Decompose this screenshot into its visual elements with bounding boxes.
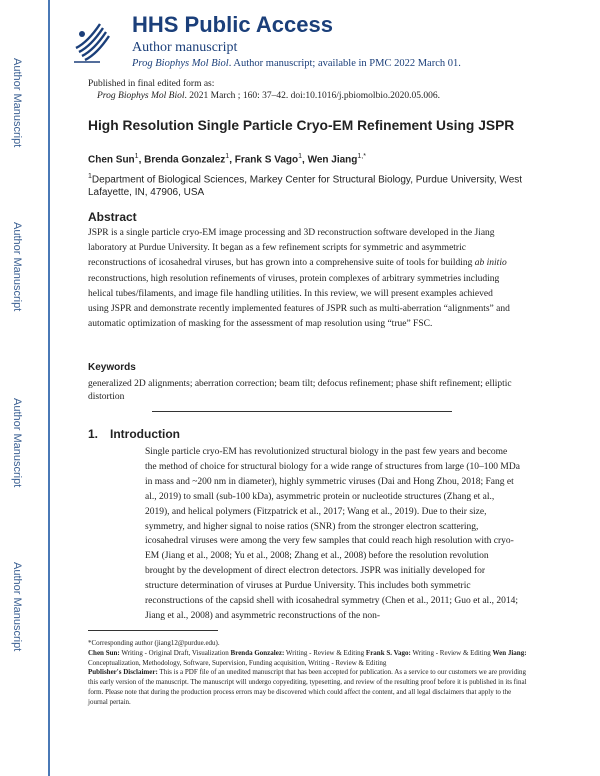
footnotes: [88, 638, 528, 668]
keywords-heading: Keywords: [88, 362, 136, 373]
published-label: Published in final edited form as:: [88, 79, 215, 89]
author-manuscript-label: Author Manuscript: [11, 222, 23, 312]
sidebar: [0, 0, 48, 776]
author-manuscript-label: Author Manuscript: [11, 398, 23, 488]
doi-citation[interactable]: . 2021 March ; 160: 37–42. doi:10.1016/j.pbiomolbio.2020.05.006.: [184, 91, 440, 101]
keywords-text: generalized 2D alignments; aberration correction; beam tilt; defocus refinement; phase shift refinement; elliptic distortion: [88, 379, 512, 402]
abstract-heading: Abstract: [88, 210, 137, 224]
author-manuscript-label: Author Manuscript: [11, 58, 23, 148]
journal-abbrev: Prog Biophys Mol Biol: [97, 91, 185, 101]
affiliation: $^1$Department of Biological Sciences, Markey Center for Structural Biology, Purdue University, West Lafayette, IN, 47906, USA: [88, 173, 523, 199]
hhs-eagle-logo-icon: [70, 18, 112, 64]
journal-abbrev: Prog Biophys Mol Biol: [132, 58, 229, 69]
section-divider: [152, 411, 452, 412]
citation-line: [97, 91, 440, 101]
sidebar-rule: [48, 0, 50, 776]
author-manuscript-subtitle: Author manuscript: [132, 40, 238, 55]
author-name: Frank S Vago: [234, 154, 299, 166]
introduction-heading: 1. Introduction: [88, 427, 180, 441]
publisher-disclaimer: Publisher's Disclaimer: This is a PDF file of an unedited manuscript that has been accepted for publication. As a service to our customers we are providing this early version of the manuscript. The manuscript will undergo copyediting, typesetting, and review of the resulting proof before it is published in its final form. Please note that during the production process errors may be discovered which could affect the content, and all legal disclaimers that apply to the journal pertain.: [88, 668, 527, 706]
author-manuscript-label: Author Manuscript: [11, 562, 23, 652]
author-contributions: Chen Sun: Writing - Original Draft, Visualization Brenda Gonzalez: Writing - Review & Editing Frank S. Vago: Writing - Review & Editing Wen Jiang: Conceptualization, Methodology, Software, Supervision, Funding acquisition, Writing - Review & Editing: [88, 649, 527, 667]
hhs-public-access-brand: HHS Public Access: [132, 12, 333, 37]
corresponding-author: *Corresponding author (jiang12@purdue.edu).: [88, 639, 220, 647]
abstract-text: JSPR is a single particle cryo-EM image processing and 3D reconstruction software developed in the Jiang laboratory at Purdue University. It began as a few refinement scripts for symmetric and asymmetric reconstructions of icosahedral viruses, but has grown into a comprehensive suite of tools for building ab initio reconstructions, high resolution refinements of viruses, protein complexes of arbitrary symmetries including helical tubes/filaments, and image file handling utilities. In this review, we will present examples achieved using JSPR and demonstrate recently implemented features of JSPR such as multi-aberration “alignments” and automatic optimization of masking for the assessment of map resolution using “true” FSC.: [88, 228, 510, 330]
footnote-divider: [88, 630, 218, 631]
availability-line: Prog Biophys Mol Biol. Author manuscript; available in PMC 2022 March 01.: [132, 58, 461, 69]
author-name: Brenda Gonzalez: [144, 154, 226, 166]
introduction-text: Single particle cryo-EM has revolutionized structural biology in the past few years and become the method of choice for structural biology for a wide range of structures from large (10–100 MDa in mass and ~200 nm in diameter), highly symmetric viruses (Dai and Hong Zhou, 2018; Fang et al., 2019) to small (sub-100 kDa), asymmetric protein or nucleotide structures (Zhang et al., 2019), and helical polymers (Fitzpatrick et al., 2017; Wang et al., 2019). Due to their size, symmetry, and higher signal to noise ratios (SNR) from the stronger electron scattering, icosahedral viruses were among the very few samples that could reach high resolution with cryo-EM (Jiang et al., 2008; Yu et al., 2008; Zhang et al., 2008) before the resolution revolution brought by the development of direct electron detectors. JSPR was initially developed for structure determination of viruses at Purdue University. This includes both symmetric reconstructions of the capsid shell with icosahedral symmetry (Chen et al., 2011; Guo et al., 2014; Jiang et al., 2008) and asymmetric reconstructions of the non-: [145, 447, 520, 621]
author-list: Chen Sun$^1$, Brenda Gonzalez$^1$, Frank S Vago$^1$, Wen Jiang$^{1,*}$: [88, 153, 366, 166]
author-name: Chen Sun: [88, 154, 135, 166]
author-name: Wen Jiang: [307, 154, 358, 166]
article-title: High Resolution Single Particle Cryo-EM Refinement Using JSPR: [88, 118, 515, 133]
